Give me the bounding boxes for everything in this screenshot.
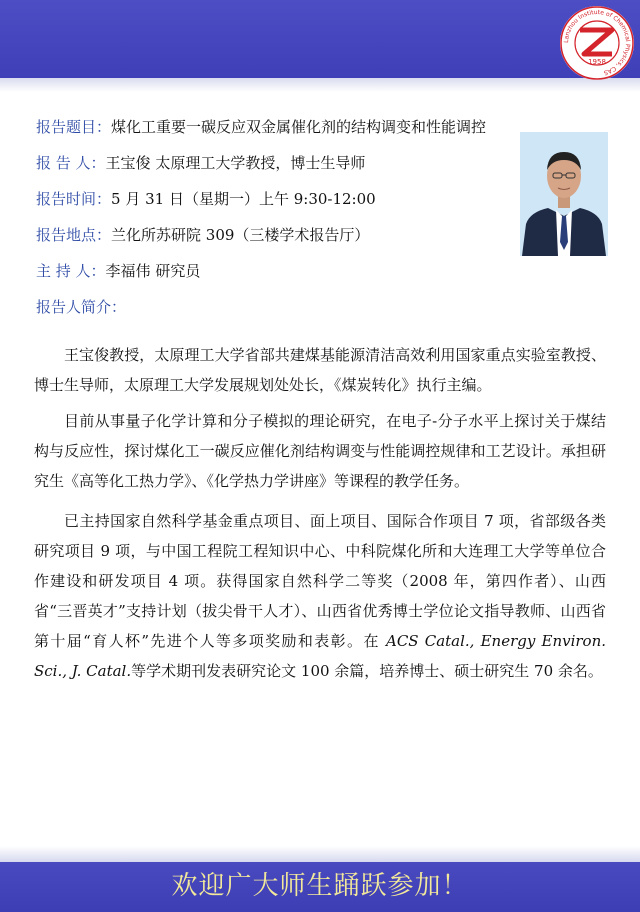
journal-names: ACS Catal., Energy Environ. Sci., J. Catal. [34,632,607,680]
institute-logo [558,4,636,82]
bio-label: 报告人简介： [36,298,127,316]
time-label: 报告时间： [36,190,112,208]
place-label: 报告地点： [36,226,112,244]
host-row [36,262,506,280]
speaker-photo [520,132,608,256]
bio-paragraph-2: 目前从事量子化学计算和分子模拟的理论研究，在电子-分子水平上探讨关于煤结构与反应性，探讨煤化工一碳反应催化剂结构调变与性能调控规律和工艺设计。承担研究生《高等化工热力学》、《化学热力学讲座》等课程的教学任务。 [34,412,606,490]
place-value: 兰化所苏研院 309（三楼学术报告厅） [111,226,370,244]
header-band [0,0,640,78]
bio-text [34,340,606,696]
title-row [36,118,506,136]
time-value: 5 月 31 日（星期一）上午 9:30-12:00 [111,190,376,208]
time-row [36,190,506,208]
bio-paragraph-3-part-b: 等学术期刊发表研究论文 100 余篇，培养博士、硕士研究生 70 余名。 [131,662,603,680]
logo-year: 1958 [588,58,606,66]
speaker-row [36,154,506,172]
speaker-label: 报 告 人： [36,154,106,172]
header-fade [0,78,640,92]
title-label: 报告题目： [36,118,112,136]
logo-ring-text: Lanzhou Institute of Chemical Physics, CAS [562,8,632,77]
bio-heading-row [36,298,506,316]
place-row [36,226,506,244]
speaker-portrait-illustration [520,132,608,256]
welcome-message: 欢迎广大师生踊跃参加！ [171,871,469,901]
bio-paragraph-1: 王宝俊教授，太原理工大学省部共建煤基能源清洁高效利用国家重点实验室教授、博士生导师，太原理工大学发展规划处处长，《煤炭转化》执行主编。 [34,346,606,394]
info-block [36,118,506,334]
bio-paragraph-3-part-a: 已主持国家自然科学基金重点项目、面上项目、国际合作项目 7 项，省部级各类研究项目 9 项，与中国工程院工程知识中心、中科院煤化所和大连理工大学等单位合作建设和研发项目 4 项。获得国家自然科学二等奖（2008 年，第四作者）、山西省“三晋英才”支持计划（拔尖骨干人才）、山西省优秀博士学位论文指导教师、山西省第十届“育人杯”先进个人等多项奖励和表彰。在 [34,512,606,650]
speaker-value: 王宝俊 太原理工大学教授，博士生导师 [105,154,366,172]
footer-fade [0,846,640,862]
host-label: 主 持 人： [36,262,106,280]
host-value: 李福伟 研究员 [105,262,201,280]
bio-paragraph-3 [34,506,606,686]
title-value: 煤化工重要一碳反应双金属催化剂的结构调变和性能调控 [111,118,487,136]
